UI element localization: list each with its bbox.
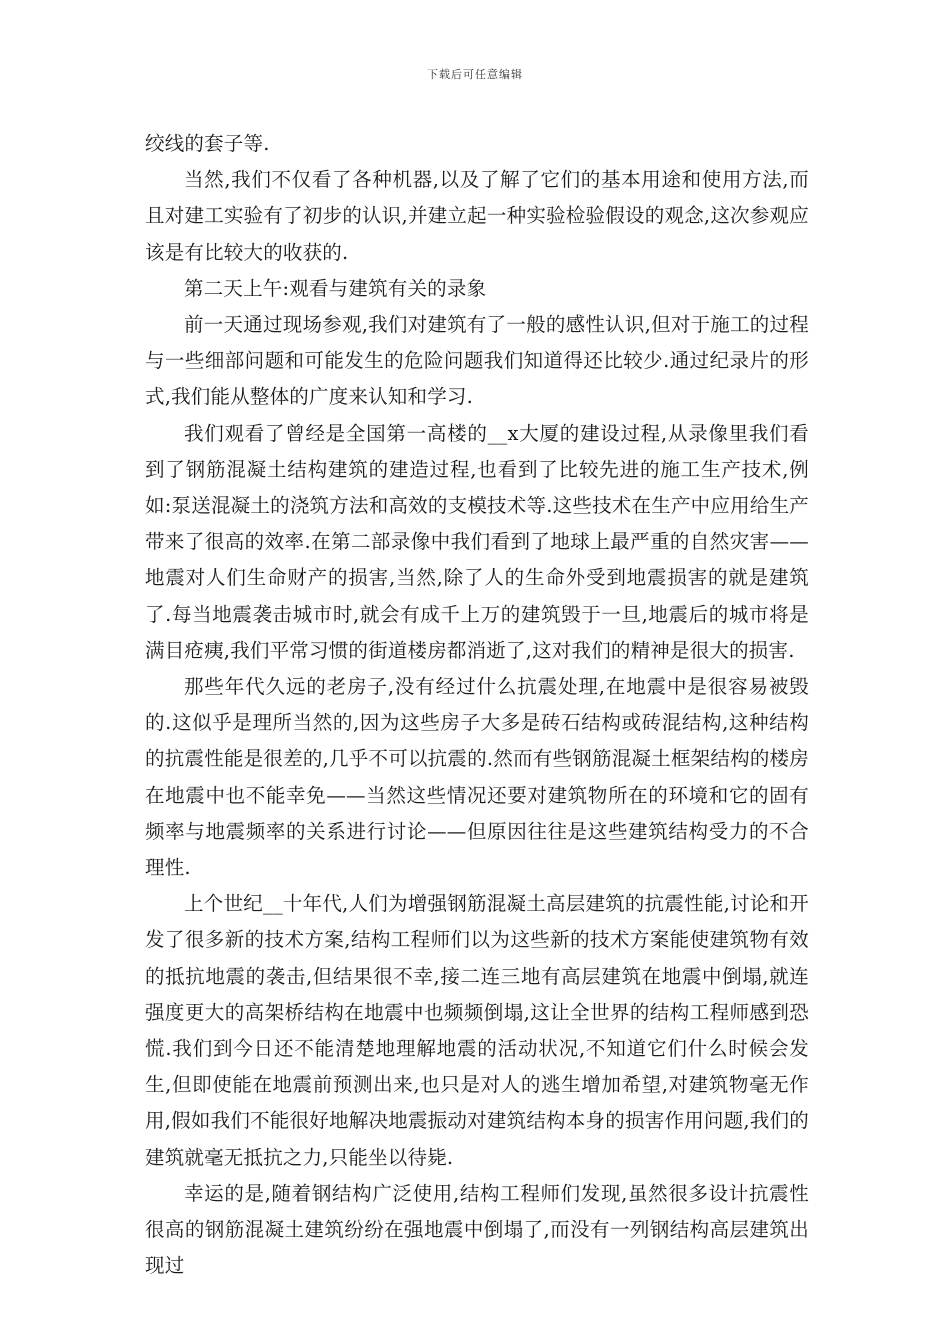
paragraph: 前一天通过现场参观,我们对建筑有了一般的感性认识,但对于施工的过程与一些细部问题和可能发生的危险问题我们知道得还比较少.通过纪录片的形式,我们能从整体的广度来认知和学习. — [145, 313, 809, 409]
paragraph: 幸运的是,随着钢结构广泛使用,结构工程师们发现,虽然很多设计抗震性很高的钢筋混凝土建筑纷纷在强地震中倒塌了,而没有一列钢结构高层建筑出现过 — [145, 1181, 809, 1278]
section-heading: 第二天上午:观看与建筑有关的录象 — [184, 276, 487, 300]
document-body — [145, 126, 809, 1285]
paragraph: 绞线的套子等. — [145, 132, 270, 155]
paragraph: 我们观看了曾经是全国第一高楼的__x大厦的建设过程,从录像里我们看到了钢筋混凝土结构建筑的建造过程,也看到了比较先进的施工生产技术,例如:泵送混凝土的浇筑方法和高效的支模技术等.这些技术在生产中应用给生产带来了很高的效率.在第二部录像中我们看到了地球上最严重的自然灾害——地震对人们生命财产的损害,当然,除了人的生命外受到地震损害的就是建筑了.每当地震袭击城市时,就会有成千上万的建筑毁于一旦,地震后的城市将是满目疮痍,我们平常习惯的街道楼房都消逝了,这对我们的精神是很大的损害. — [145, 421, 809, 662]
paragraph: 上个世纪__十年代,人们为增强钢筋混凝土高层建筑的抗震性能,讨论和开发了很多新的技术方案,结构工程师们以为这些新的技术方案能使建筑物有效的抵抗地震的袭击,但结果很不幸,接二连三地有高层建筑在地震中倒塌,就连强度更大的高架桥结构在地震中也频频倒塌,这让全世界的结构工程师感到恐慌.我们到今日还不能清楚地理解地震的活动状况,不知道它们什么时候会发生,但即使能在地震前预测出来,也只是对人的逃生增加希望,对建筑物毫无作用,假如我们不能很好地解决地震振动对建筑结构本身的损害作用问题,我们的建筑就毫无抵抗之力,只能坐以待毙. — [145, 892, 809, 1169]
page-header: 下载后可任意编辑 — [427, 68, 523, 81]
paragraph: 那些年代久远的老房子,没有经过什么抗震处理,在地震中是很容易被毁的.这似乎是理所当然的,因为这些房子大多是砖石结构或砖混结构,这种结构的抗震性能是很差的,几乎不可以抗震的.然而有些钢筋混凝土框架结构的楼房在地震中也不能幸免——当然这些情况还要对建筑物所在的环境和它的固有频率与地震频率的关系进行讨论——但原因往往是这些建筑结构受力的不合理性. — [145, 675, 809, 880]
paragraph: 当然,我们不仅看了各种机器,以及了解了它们的基本用途和使用方法,而且对建工实验有了初步的认识,并建立起一种实验检验假设的观念,这次参观应该是有比较大的收获的. — [145, 168, 809, 264]
